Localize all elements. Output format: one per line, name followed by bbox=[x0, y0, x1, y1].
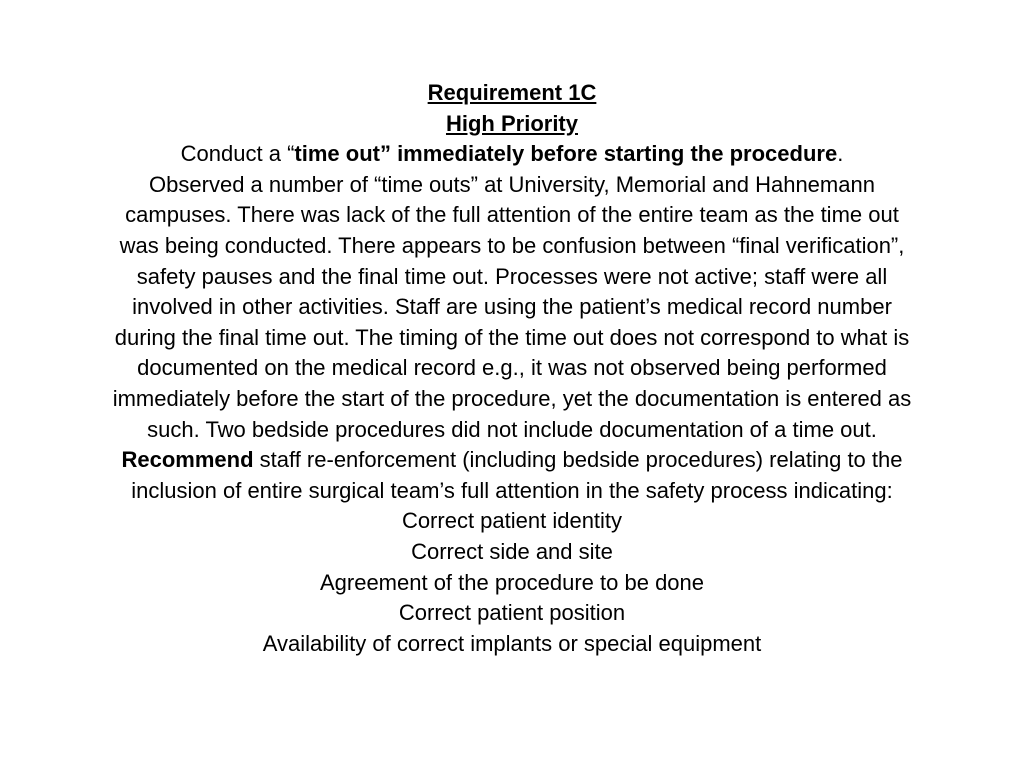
checklist-item: Correct side and site bbox=[411, 538, 613, 564]
recommend-label: Recommend bbox=[121, 447, 254, 473]
observation-line: such. Two bedside procedures did not include documentation of a time out. bbox=[147, 416, 877, 442]
recommend-line bbox=[30, 445, 994, 476]
observation-line: during the final time out. The timing of the time out does not correspond to what is bbox=[114, 324, 910, 350]
observation-line: involved in other activities. Staff are using the patient’s medical record number bbox=[132, 294, 892, 320]
observation-line: Observed a number of “time outs” at University, Memorial and Hahnemann bbox=[149, 171, 875, 197]
intro-suffix: . bbox=[837, 141, 844, 167]
recommend-line-2: inclusion of entire surgical team’s full attention in the safety process indicating: bbox=[131, 477, 893, 503]
intro-prefix: Conduct a “ bbox=[180, 141, 295, 167]
intro-line bbox=[30, 139, 994, 170]
intro-emphasis: time out” immediately before starting the procedure bbox=[294, 141, 838, 167]
observation-line: documented on the medical record e.g., it was not observed being performed bbox=[137, 355, 887, 381]
observation-line: immediately before the start of the procedure, yet the documentation is entered as bbox=[112, 385, 912, 411]
recommend-text: staff re-enforcement (including bedside procedures) relating to the bbox=[253, 447, 903, 473]
slide-body bbox=[30, 78, 994, 659]
observation-line: campuses. There was lack of the full attention of the entire team as the time out bbox=[125, 202, 899, 228]
priority-heading: High Priority bbox=[445, 110, 578, 136]
observation-line: was being conducted. There appears to be confusion between “final verification”, bbox=[119, 232, 905, 258]
requirement-heading: Requirement 1C bbox=[427, 80, 597, 105]
checklist-item: Correct patient identity bbox=[401, 508, 623, 534]
checklist-item: Agreement of the procedure to be done bbox=[319, 569, 705, 595]
checklist-item: Correct patient position bbox=[398, 600, 626, 626]
checklist-item: Availability of correct implants or special equipment bbox=[262, 630, 762, 656]
observation-line: safety pauses and the final time out. Processes were not active; staff were all bbox=[136, 263, 888, 289]
